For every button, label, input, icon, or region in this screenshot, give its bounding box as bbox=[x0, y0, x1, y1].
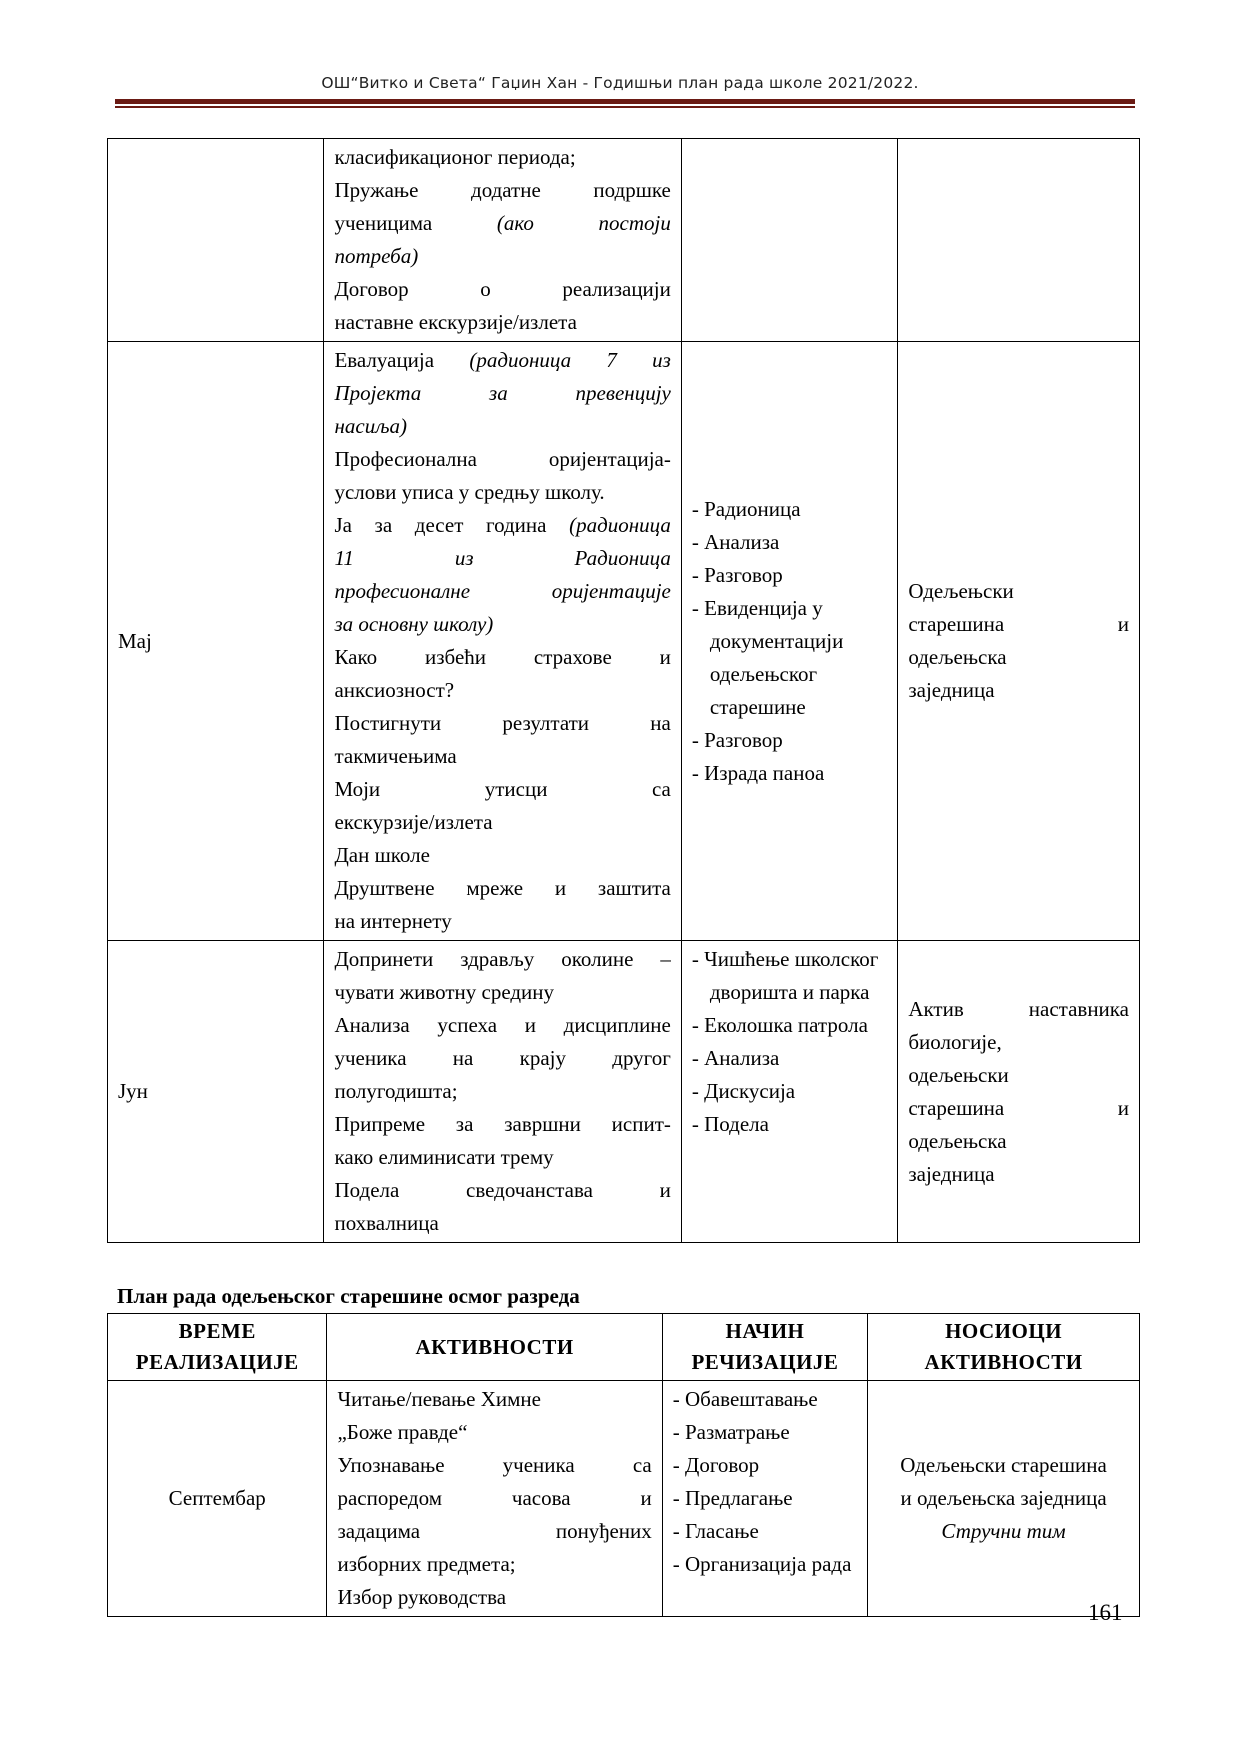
month-cell: Јун bbox=[108, 941, 324, 1243]
page-number: 161 bbox=[1088, 1600, 1123, 1625]
table-row bbox=[108, 139, 1140, 342]
activities-cell: класификационог периода; Пружање додатне подршке ученицима (ако постоји потреба) Договор о реализацији наставне екскурзије/излета bbox=[324, 139, 681, 342]
methods-cell bbox=[681, 941, 897, 1243]
list-item: - Разговор bbox=[691, 727, 783, 752]
month-cell bbox=[108, 139, 324, 342]
table-row bbox=[108, 342, 1140, 941]
methods-cell bbox=[681, 139, 897, 342]
list-item: - Разговор bbox=[691, 562, 783, 587]
column-header: АКТИВНОСТИ bbox=[327, 1314, 662, 1381]
list-item: - Дискусија bbox=[691, 1079, 796, 1103]
column-header: ВРЕМЕ РЕАЛИЗАЦИЈЕ bbox=[108, 1314, 327, 1381]
month-cell: Мај bbox=[108, 342, 324, 941]
activities-cell: Допринети здрављу околине – чувати животну средину Анализа успеха и дисциплине ученика на крају другог полугодишта; Припреме за завршни испит- како елиминисати трему Подела сведочанстава и похвалница bbox=[324, 941, 681, 1243]
methods-cell bbox=[662, 1381, 867, 1617]
carriers-cell: Одељењски старешина и одељењска заједница Стручни тим bbox=[868, 1381, 1140, 1617]
carriers-cell: Одељењски старешина и одељењска заједница bbox=[898, 342, 1140, 941]
column-header: НОСИОЦИ АКТИВНОСТИ bbox=[868, 1314, 1140, 1381]
list-item: - Анализа bbox=[691, 529, 780, 554]
list-item: - Еколошка патрола bbox=[691, 1013, 868, 1037]
plan-table-continued bbox=[107, 138, 1140, 1243]
month-cell: Септембар bbox=[108, 1381, 327, 1617]
list-item: - Разматрање bbox=[672, 1420, 790, 1444]
list-item: - Израда паноа bbox=[691, 760, 825, 785]
table-row bbox=[108, 941, 1140, 1243]
list-item: - Анализа bbox=[691, 1046, 780, 1070]
carriers-cell bbox=[898, 139, 1140, 342]
column-header: НАЧИН РЕЧИЗАЦИЈЕ bbox=[662, 1314, 867, 1381]
carriers-cell: Актив наставника биологије, одељењски старешина и одељењска заједница bbox=[898, 941, 1140, 1243]
page-header: ОШ“Витко и Света“ Гаџин Хан - Годишњи план рада школе 2021/2022. bbox=[321, 74, 919, 92]
list-item: - Договор bbox=[672, 1453, 760, 1477]
header-row bbox=[108, 1314, 1140, 1381]
list-item: - Организација рада bbox=[672, 1552, 852, 1576]
list-item: - Обавештавање bbox=[672, 1387, 818, 1411]
list-item: - Подела bbox=[691, 1112, 769, 1136]
header-rule-thin bbox=[115, 106, 1135, 108]
list-item: - Радионица bbox=[691, 496, 801, 521]
list-item: - Предлагање bbox=[672, 1486, 793, 1510]
list-item: - Гласање bbox=[672, 1519, 759, 1543]
table-row bbox=[108, 1381, 1140, 1617]
methods-cell bbox=[681, 342, 897, 941]
activities-cell: Евалуација (радионица 7 из Пројекта за превенцију насиља) Професионална оријентација- услови уписа у средњу школу. Ја за десет година (радионица 11 из Радионица професионалне оријентације за основну школу) Како избећи страхове и анксиозност? Постигнути резултати на такмичењима Моји утисци са екскурзије/излета Дан школе Друштвене мреже и заштита на интернету bbox=[324, 342, 681, 941]
header-rule-thick bbox=[115, 99, 1135, 104]
eighth-grade-plan-table bbox=[107, 1313, 1140, 1617]
list-item: - Чишћење школског дворишта и парка bbox=[691, 947, 879, 1004]
activities-cell: Читање/певање Химне „Боже правде“ Упознавање ученика са распоредом часова и задацима понуђених изборних предмета; Избор руководства bbox=[327, 1381, 662, 1617]
list-item: - Евиденција у документацији одељењског старешине bbox=[691, 595, 844, 719]
section-title: План рада одељењског старешине осмог разреда bbox=[117, 1284, 580, 1308]
